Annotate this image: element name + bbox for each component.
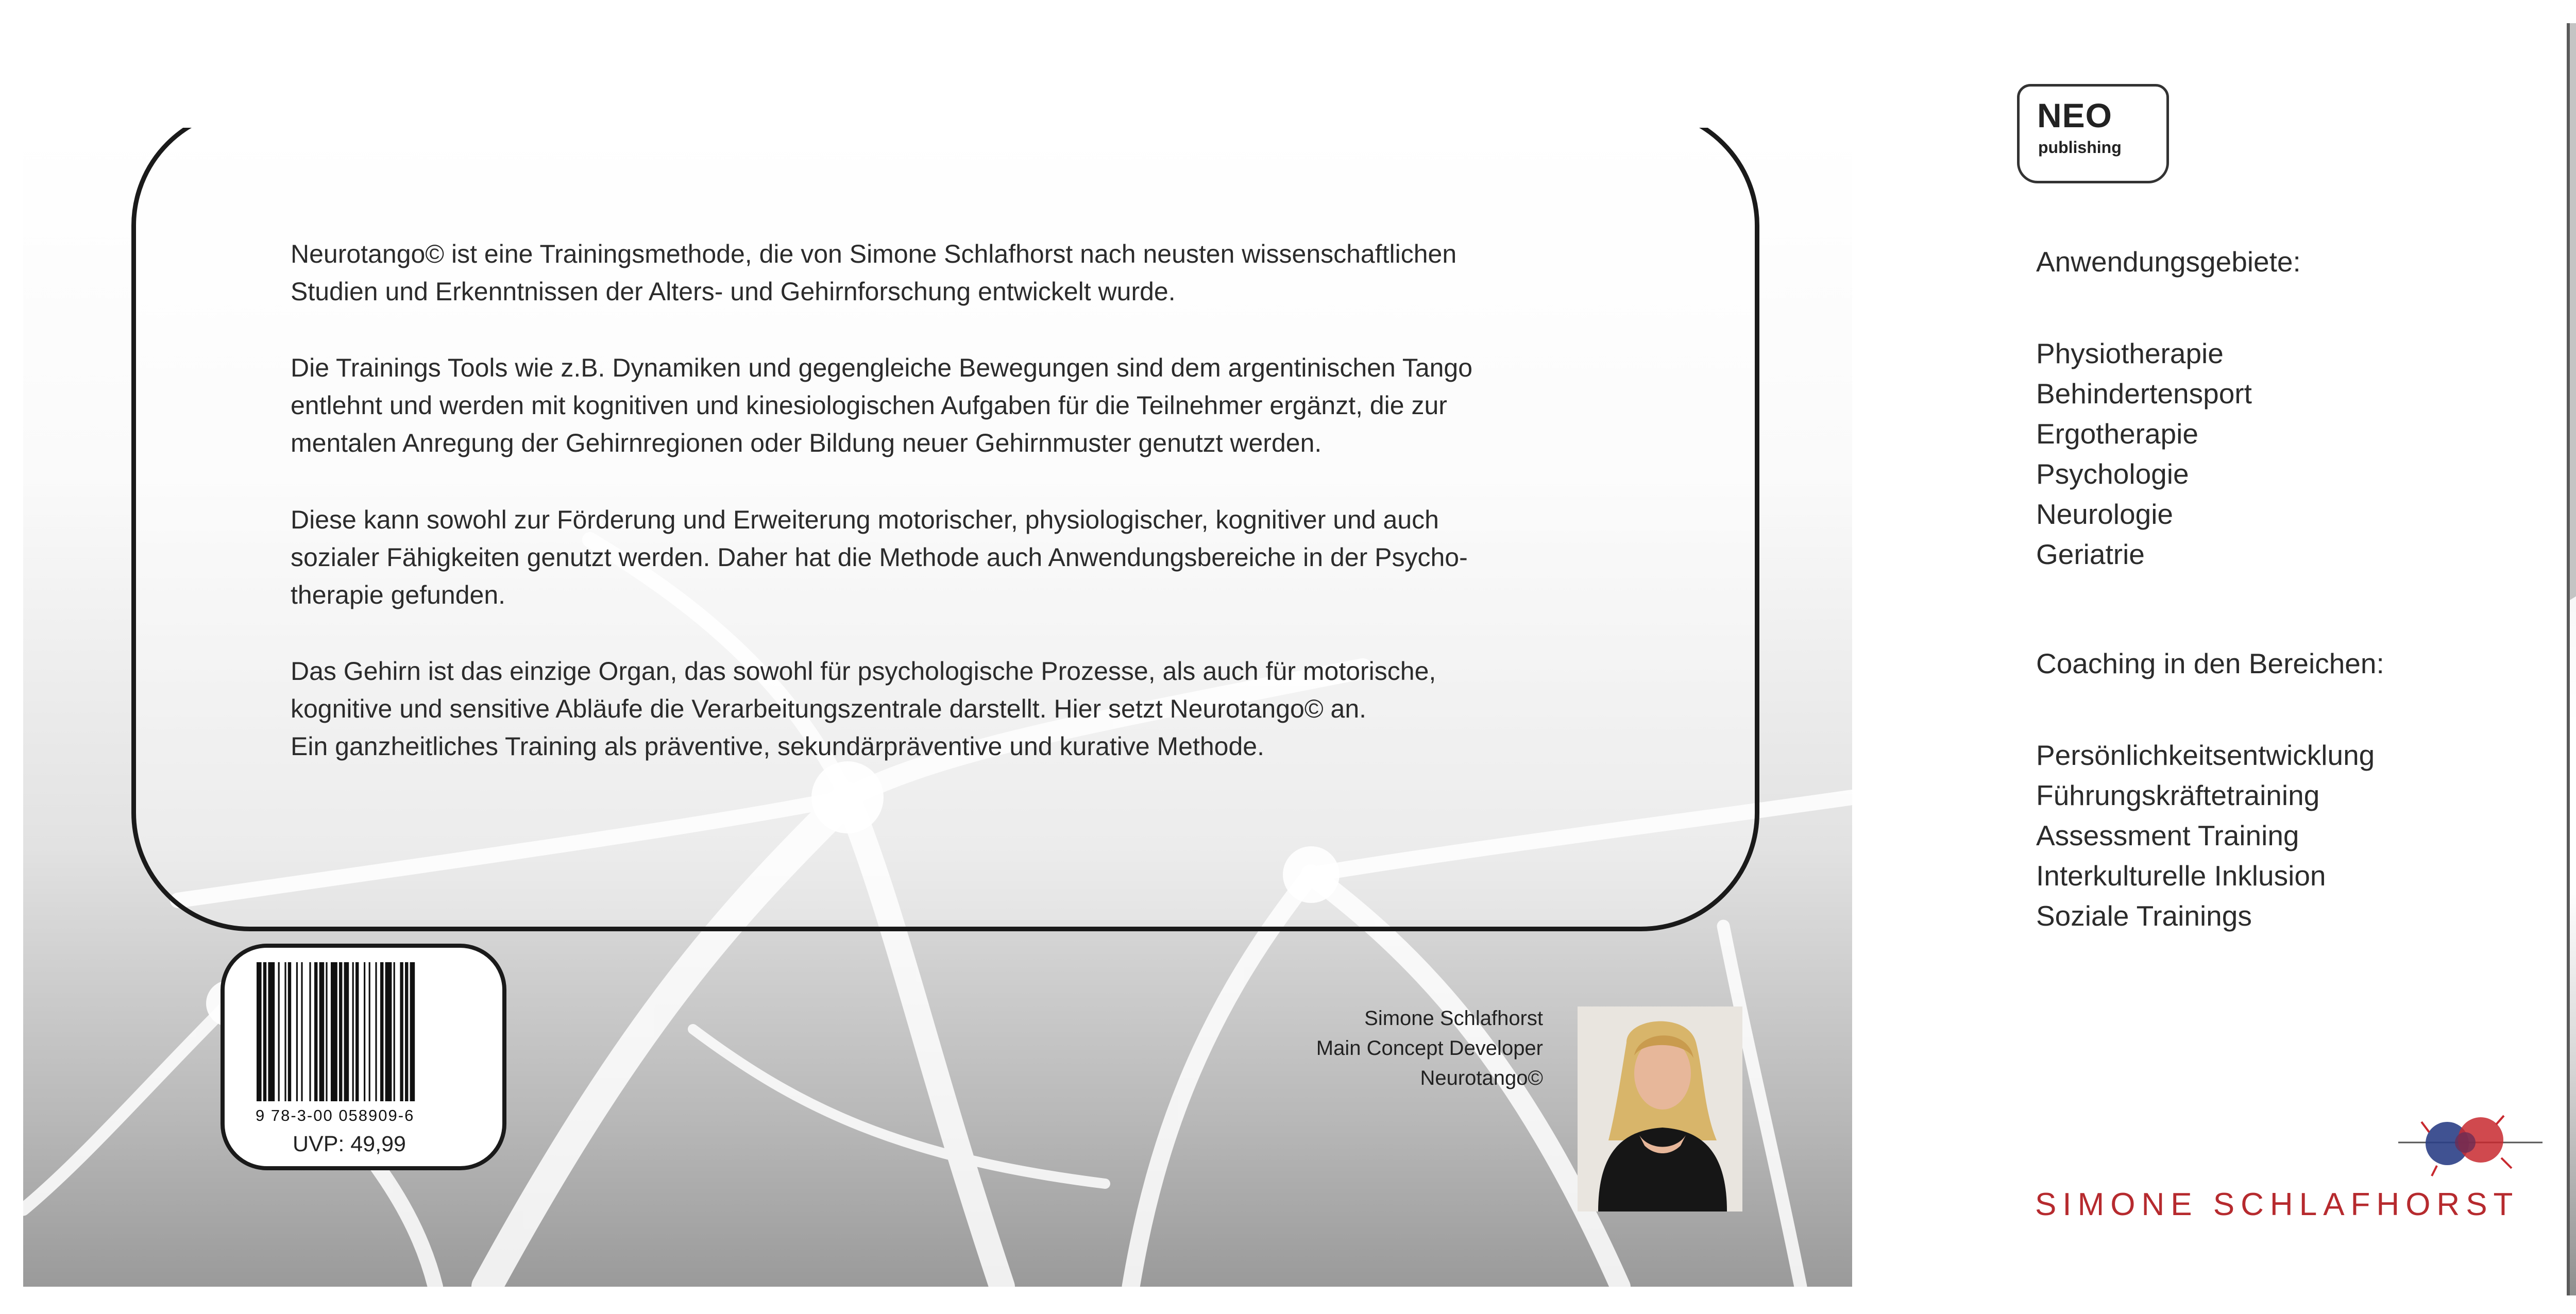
- list-item: Physiotherapie: [2036, 337, 2224, 369]
- list-item: Interkulturelle Inklusion: [2036, 860, 2326, 892]
- list-item: Ergotherapie: [2036, 418, 2198, 450]
- cover-subtitle-line-2: [2570, 1024, 2576, 1065]
- paragraph-line: mentalen Anregung der Gehirnregionen oder Bildung neuer Gehirnmuster genutzt werden.: [291, 429, 1322, 457]
- description-paragraph-2: [291, 349, 1692, 462]
- barcode-icon: [257, 962, 473, 1101]
- paragraph-line: Das Gehirn ist das einzige Organ, das sowohl für psychologische Prozesse, als auch für motorische,: [291, 657, 1436, 686]
- cover-subtitle-line-1: [2570, 975, 2576, 1016]
- list-item: Assessment Training: [2036, 820, 2299, 851]
- list-item: Geriatrie: [2036, 538, 2145, 570]
- paragraph-line: Studien und Erkenntnissen der Alters- und Gehirnforschung entwickelt wurde.: [291, 277, 1176, 306]
- paragraph-line: kognitive und sensitive Abläufe die Verarbeitungszentrale darstellt. Hier setzt Neurotango© an.: [291, 694, 1367, 723]
- author-photo: [1578, 1006, 1742, 1211]
- publisher-logo: [2017, 84, 2169, 183]
- paragraph-line: sozialer Fähigkeiten genutzt werden. Daher hat die Methode auch Anwendungsbereiche in der Psycho-: [291, 543, 1468, 572]
- publisher-logo-name: NEO: [2037, 96, 2113, 134]
- author-credit-name: Simone Schlafhorst: [1364, 1007, 1543, 1030]
- description-paragraph-4: [291, 653, 1692, 765]
- publisher-logo-subtitle: publishing: [2038, 138, 2122, 157]
- areas-section: [2036, 242, 2301, 574]
- tango-dancers-image: [2570, 23, 2576, 1295]
- author-name: SIMONE SCHLAFHORST: [2035, 1187, 2519, 1222]
- areas-heading: Anwendungsgebiete:: [2036, 246, 2301, 278]
- neuron-dots-logo-icon: [2393, 1112, 2548, 1179]
- back-cover: [23, 128, 1852, 1287]
- author-credit-brand: Neurotango©: [1420, 1067, 1543, 1089]
- isbn-number: 9 78-3-00 058909-6: [256, 1106, 415, 1124]
- paragraph-line: Diese kann sowohl zur Förderung und Erweiterung motorischer, physiologischer, kognitiver und auch: [291, 505, 1439, 534]
- coaching-list: [2036, 735, 2384, 936]
- paragraph-line: Ein ganzheitliches Training als präventive, sekundärpräventive und kurative Methode.: [291, 732, 1264, 761]
- barcode-box: [221, 944, 506, 1170]
- paragraph-line: entlehnt und werden mit kognitiven und kinesiologischen Aufgaben für die Teilnehmer ergänzt, die zur: [291, 391, 1447, 420]
- paragraph-line: Neurotango© ist eine Trainingsmethode, die von Simone Schlafhorst nach neusten wissenschaftlichen: [291, 240, 1457, 268]
- list-item: Behindertensport: [2036, 378, 2252, 409]
- paragraph-line: Die Trainings Tools wie z.B. Dynamiken und gegengleiche Bewegungen sind dem argentinischen Tango: [291, 353, 1473, 382]
- coaching-section: [2036, 643, 2384, 936]
- list-item: Soziale Trainings: [2036, 900, 2252, 932]
- paragraph-line: therapie gefunden.: [291, 581, 506, 609]
- author-credit-role: Main Concept Developer: [1316, 1037, 1543, 1060]
- description-paragraph-1: [291, 235, 1692, 311]
- price-label: UVP: 49,99: [293, 1132, 406, 1156]
- list-item: Psychologie: [2036, 458, 2189, 490]
- description-panel: [131, 128, 1759, 931]
- list-item: Neurologie: [2036, 498, 2174, 530]
- areas-list: [2036, 333, 2301, 574]
- author-credit: [1316, 1003, 1543, 1093]
- list-item: Persönlichkeitsentwicklung: [2036, 739, 2375, 771]
- description-paragraph-3: [291, 501, 1692, 614]
- front-cover: [2570, 23, 2576, 1295]
- coaching-heading: Coaching in den Bereichen:: [2036, 647, 2384, 679]
- list-item: Führungskräftetraining: [2036, 779, 2320, 811]
